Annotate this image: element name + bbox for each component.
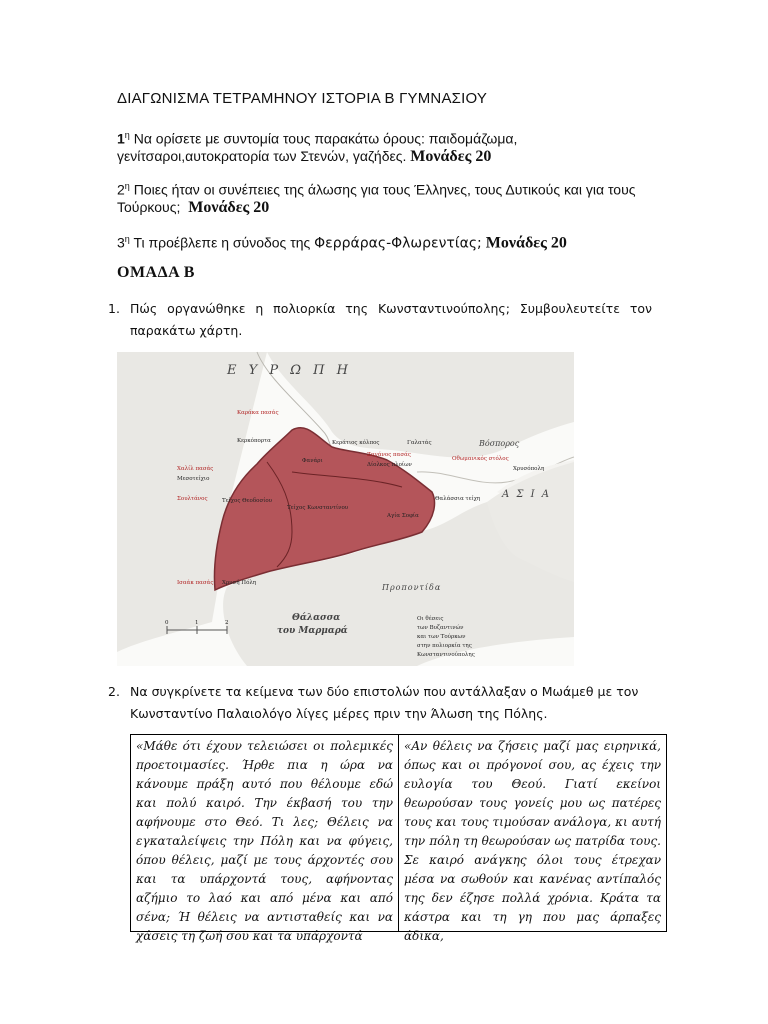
scale-label-2: 2 <box>225 620 229 626</box>
map-label-keratios: Κεράτιος κόλπος <box>332 440 380 446</box>
map-label-chrysopoli: Χρυσόπολη <box>513 466 545 472</box>
map-legend-3: και των Τούρκων <box>417 634 466 640</box>
scale-label-1: 1 <box>195 620 199 626</box>
letter-mehmed-text: «Μάθε ότι έχουν τελειώσει οι πολεμικές προετοιμασίες. Ήρθε πια η ώρα να κάνουμε πράξη αυτό που θέλουμε εδώ και πολύ καιρό. Την έκβασή του την αφήνουμε στο Θεό. Τι λες; Θέλεις να εγκαταλείψεις την Πόλη και να φύγεις, όπου θέλεις, μαζί με τους άρχοντές σου και τα υπάρχοντά τους, αφήνοντας αζήμιο το λαό και από μένα και από σένα; Ή θέλεις να αντισταθείς και να χάσεις τη ζωή σου και τα υπάρχοντά <box>136 739 393 943</box>
list-item-2-text: Να συγκρίνετε τα κείμενα των δύο επιστολών που αντάλλαξαν ο Μωάμεθ με τον Κωνσταντίνο Παλαιολόγο λίγες μέρες πριν την Άλωση της Πόλης. <box>130 684 639 721</box>
list-item-2 <box>108 681 660 725</box>
map-label-othomanikos: Οθωμανικός στόλος <box>452 456 509 462</box>
list-item-1-number: 1. <box>108 301 120 316</box>
letter-konstantinos-text: «Αν θέλεις να ζήσεις μαζί μας ειρηνικά, όπως και οι πρόγονοί σου, ας έχεις την ευλογία του Θεού. Γιατί εκείνοι θεωρούσαν τους γονείς μου ως πατέρες τους και τους τιμούσαν ανάλογα, κι αυτή την πόλη τη θεωρούσαν ως πατρίδα τους. Σε καιρό ανάγκης όλοι τους έτρεχαν μέσα να σωθούν και κανένας αντίπαλός της δεν έζησε πολλά χρόνια. Κράτα τα κάστρα και τη γη που μας άρπαξες άδικα, <box>404 739 661 943</box>
map-label-thalassia: Θαλάσσια τείχη <box>435 496 481 502</box>
question-1-number: 1 <box>117 130 125 147</box>
scale-label-0: 0 <box>165 620 169 626</box>
letters-table <box>130 734 667 943</box>
map-label-chrysi: Χρυσή Πόλη <box>222 580 257 586</box>
question-1-marks: Μονάδες 20 <box>410 147 492 165</box>
map-label-soultanos: Σουλτάνος <box>177 496 208 502</box>
map-legend-4: στην πολιορκία της <box>417 643 472 649</box>
map-label-bosporus: Βόσπορος <box>479 439 520 448</box>
question-2-text: Ποιες ήταν οι συνέπειες της άλωσης για τους Έλληνες, τους Δυτικούς και για τους Τούρκους; <box>117 181 636 215</box>
list-item-1 <box>108 298 652 342</box>
question-3-marks: Μονάδες 20 <box>481 234 567 252</box>
question-3-text: Τι προέβλεπε η σύνοδος της <box>129 234 315 251</box>
map-label-propontis: Προποντίδα <box>382 583 442 592</box>
letter-konstantinos-cell <box>399 735 667 943</box>
map-label-chalil: Χαλίλ πασάς <box>177 466 214 472</box>
question-1-text: Να ορίσετε με συντομία τους παρακάτω όρους: παιδομάζωμα, γενίτσαροι,αυτοκρατορία των Στενών, γαζήδες. <box>117 130 518 164</box>
map-label-zaganos: Ζαγάνος πασάς <box>367 452 411 458</box>
question-1-sup: η <box>124 130 130 140</box>
map-label-sea-2: του Μαρμαρά <box>277 626 348 636</box>
map-label-theodosiou: Τείχος Θεοδοσίου <box>222 498 273 504</box>
question-2 <box>117 178 657 216</box>
question-1 <box>117 127 657 165</box>
map-legend-5: Κωνσταντινούπολης <box>417 652 475 658</box>
siege-map-image <box>117 352 574 666</box>
map-label-asia: Α Σ Ι Α <box>502 489 551 500</box>
map-label-dioplous: Δίολκος πλοίων <box>367 462 412 468</box>
map-label-kerkoporta: Κερκόπορτα <box>237 438 271 444</box>
question-3-council: Φερράρας-Φλωρεντίας; <box>314 235 482 252</box>
question-2-marks: Μονάδες 20 <box>188 198 270 216</box>
document-title: ΔΙΑΓΩΝΙΣΜΑ ΤΕΤΡΑΜΗΝΟΥ ΙΣΤΟΡΙΑ Β ΓΥΜΝΑΣΙΟΥ <box>117 90 488 107</box>
question-2-number: 2 <box>117 181 125 198</box>
map-label-mesoteichio: Μεσοτείχιο <box>177 476 210 482</box>
question-3-number: 3 <box>117 234 125 251</box>
letters-row <box>131 735 667 932</box>
letter-mehmed-cell <box>131 735 399 943</box>
map-label-agia: Αγία Σοφία <box>387 513 419 519</box>
map-legend-2: των Βυζαντινών <box>417 625 464 631</box>
siege-map <box>117 352 574 666</box>
map-label-fanari: Φανάρι <box>302 458 323 464</box>
map-legend-1: Οι θέσεις <box>417 616 444 622</box>
map-label-europe: Ε Υ Ρ Ω Π Η <box>227 363 352 378</box>
question-3 <box>117 231 657 253</box>
map-label-karaka: Καράκα πασάς <box>237 410 279 416</box>
list-item-2-number: 2. <box>108 684 120 699</box>
question-3-sup: η <box>124 234 130 244</box>
map-label-isaak: Ισαάκ πασάς <box>177 580 214 586</box>
map-label-konst: Τείχος Κωνσταντίνου <box>287 505 349 511</box>
map-label-sea-1: Θάλασσα <box>292 613 341 623</box>
group-heading: ΟΜΑΔΑ Β <box>117 264 195 281</box>
question-2-sup: η <box>124 181 130 191</box>
list-item-1-text: Πώς οργανώθηκε η πολιορκία της Κωνσταντινούπολης; Συμβουλευτείτε τον παρακάτω χάρτη. <box>130 301 652 338</box>
map-label-galata: Γαλατάς <box>407 440 432 446</box>
